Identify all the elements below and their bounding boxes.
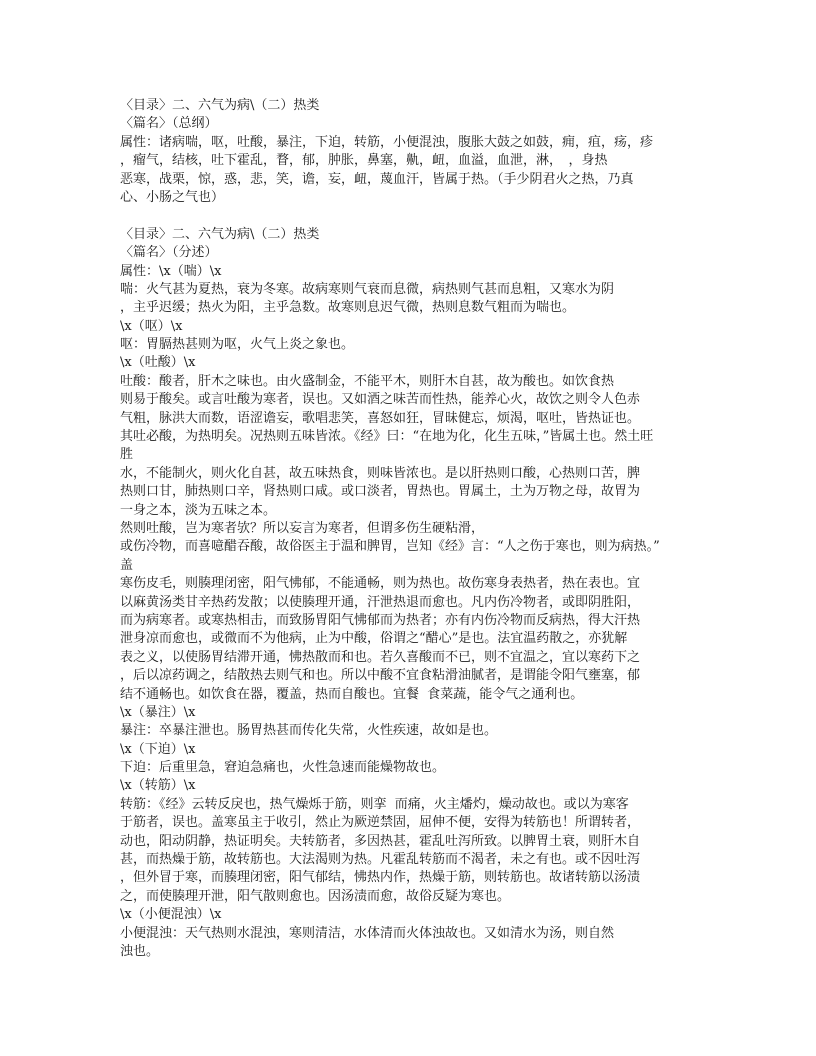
text-line: ，后以凉药调之，结散热去则气和也。所以中酸不宜食粘滑油腻者，是谓能令阳气壅塞，郁 [120,668,641,684]
section-detail [120,226,700,962]
text-line: ，主乎迟缓；热火为阳，主乎急数。故寒则息迟气微，热则息数气粗而为喘也。 [120,300,576,316]
text-line: 恶寒，战栗，惊，惑，悲，笑，谵，妄，衄，蔑血汗，皆属于热。（手少阴君火之热，乃真 [120,171,634,187]
text-line: 呕：胃膈热甚则为呕，火气上炎之象也。 [120,337,355,353]
text-line: 而为病寒者。或寒热相击，而致肠胃阳气怫郁而为热者；亦有内伤冷物而反病热，得大汗热 [120,612,641,628]
text-line: 寒伤皮毛，则腠理闭密，阳气怫郁，不能通畅，则为热也。故伤寒身表热者，热在表也。宜 [120,576,641,592]
text-line: 然则吐酸，岂为寒者欤？所以妄言为寒者，但谓多伤生硬粘滑， [120,520,485,536]
subheading-line: \x（呕）\x [120,318,183,334]
chapter-title: 〈篇名〉（总纲） [120,116,218,132]
text-line: 喘：火气甚为夏热，衰为冬寒。故病寒则气衰而息微，病热则气甚而息粗，又寒水为阴 [120,281,615,297]
paragraph-gap [120,207,700,225]
text-line: 盖 [120,557,134,573]
text-line: 浊也。 [120,943,160,959]
text-line: 结不通畅也。如饮食在器，覆盖，热而自酸也。宜餐 食菜蔬，能令气之通利也。 [120,686,584,702]
text-line: 水，不能制火，则火化自甚，故五味热食，则味皆浓也。是以肝热则口酸，心热则口苦，脾 [120,465,641,481]
text-line: 则易于酸矣。或言吐酸为寒者，误也。又如酒之味苦而性热，能养心火，故饮之则令人色赤 [120,392,641,408]
text-line: 热则口甘，肺热则口辛，肾热则口咸。或口淡者，胃热也。胃属土，土为万物之母，故胃为 [120,484,641,500]
subheading-line: \x（小便混浊）\x [120,907,222,923]
subheading-line: \x（暴注）\x [120,704,196,720]
text-line: 其吐必酸，为热明矣。况热则五味皆浓。《经》曰：“在地为化，化生五味，”皆属土也。然土旺 [120,429,654,445]
section-general [120,97,700,207]
text-line: 心、小肠之气也） [120,189,225,205]
text-line: 暴注：卒暴注泄也。肠胃热甚而传化失常，火性疾速，故如是也。 [120,723,498,739]
subheading-line: \x（转筋）\x [120,778,196,794]
subheading-line: \x（下迫）\x [120,741,196,757]
text-line: ，但外冒于寒，而腠理闭密，阳气郁结，怫热内作，热燥于筋，则转筋也。故诸转筋以汤渍 [120,870,641,886]
text-line: 下迫：后重里急，窘迫急痛也，火性急速而能燥物故也。 [120,760,446,776]
catalog-heading: 〈目录〉二、六气为病\（二）热类 [120,98,320,113]
text-line: 以麻黄汤类甘辛热药发散；以使腠理开通，汗泄热退而愈也。凡内伤冷物者，或即阴胜阳， [120,594,641,610]
subheading-line: \x（吐酸）\x [120,355,196,371]
text-line: 吐酸：酸者，肝木之味也。由火盛制金，不能平木，则肝木自甚，故为酸也。如饮食热 [120,373,615,389]
document-body [120,97,700,961]
text-line: 或伤冷物，而喜噫醋吞酸，故俗医主于温和脾胃，岂知《经》言：“人之伤于寒也，则为病热。” [120,539,660,555]
text-line: ，瘤气，结核，吐下霍乱，瞀，郁，肿胀，鼻塞，鼽，衄，血溢，血泄，淋， ，身热 [120,153,608,169]
text-line: 动也，阳动阴静，热证明矣。夫转筋者，多因热甚，霍乱吐泻所致。以脾胃土衰，则肝木自 [120,833,641,849]
text-line: 之，而使腠理开泄，阳气散则愈也。因汤渍而愈，故俗反疑为寒也。 [120,888,511,904]
chapter-title: 〈篇名〉（分述） [120,245,218,261]
subheading-line: 属性：\x（喘）\x [120,263,222,279]
text-line: 甚，而热燥于筋，故转筋也。大法渴则为热。凡霍乱转筋而不渴者，未之有也。或不因吐泻 [120,852,641,868]
text-line: 于筋者，误也。盖寒虽主于收引，然止为厥逆禁固，屈伸不便，安得为转筋也！所谓转者， [120,815,641,831]
text-line: 表之义，以使肠胃结滞开通，怫热散而和也。若久喜酸而不已，则不宜温之，宜以寒药下之 [120,649,641,665]
catalog-heading: 〈目录〉二、六气为病\（二）热类 [120,226,320,242]
text-line: 胜 [120,447,134,463]
text-line: 小便混浊：天气热则水混浊，寒则清洁，水体清而火体浊故也。又如清水为汤，则自然 [120,925,615,941]
text-line: 转筋：《经》云转反戾也，热气燥烁于筋，则挛 而痛，火主燔灼，燥动故也。或以为寒客 [120,796,629,812]
text-line: 气粗，脉洪大而数，语涩谵妄，歌唱悲笑，喜怒如狂，冒昧健忘，烦渴，呕吐，皆热证也。 [120,410,641,426]
text-line: 泄身凉而愈也，或微而不为他病，止为中酸，俗谓之“醋心”是也。法宜温药散之，亦犹解 [120,631,628,647]
text-line: 属性：诸病喘，呕，吐酸，暴注，下迫，转筋，小便混浊，腹胀大鼓之如鼓，痈，疽，疡，疹 [120,134,654,150]
text-line: 一身之本，淡为五味之本。 [120,502,277,518]
